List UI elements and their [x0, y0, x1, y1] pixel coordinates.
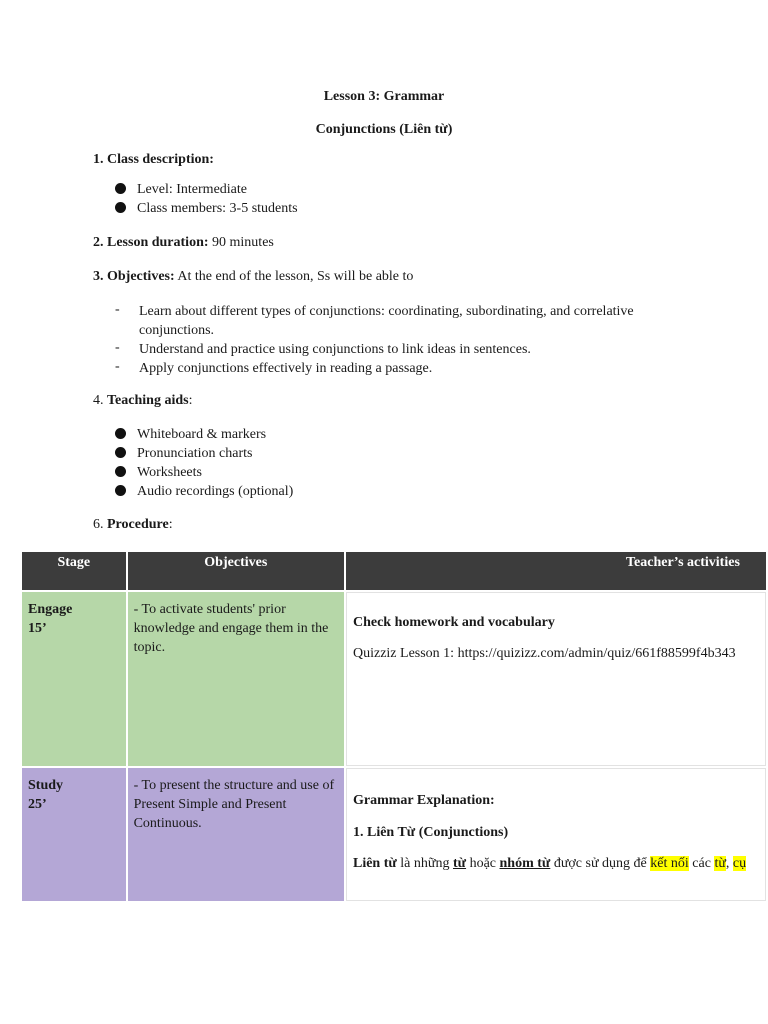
term-word: từ: [452, 856, 467, 871]
procedure-colon: :: [168, 517, 173, 532]
teaching-aids-heading: Teaching aids: [107, 393, 189, 408]
bullet-item: [115, 182, 247, 198]
teaching-aids-num: 4.: [93, 393, 107, 408]
text-segment: hoặc: [466, 856, 500, 871]
engage-objective-cell: [128, 592, 344, 766]
class-description-heading: 1. Class description:: [93, 152, 214, 167]
lesson-duration-value: 90 minutes: [208, 235, 274, 250]
table-row: [22, 592, 766, 766]
header-stage-label: Stage: [57, 555, 91, 570]
header-teacher-activities: [346, 552, 766, 590]
bullet-text: Whiteboard & markers: [137, 427, 267, 442]
stage-time: 15’: [28, 621, 47, 636]
term-phrase: nhóm từ: [499, 856, 551, 871]
stage-label: [22, 592, 126, 638]
stage-name: Study: [28, 778, 64, 793]
table-row: [22, 768, 766, 901]
objective-text: - To activate students' prior knowledge and engage them in the topic.: [133, 602, 329, 655]
highlight-word: từ: [714, 856, 726, 871]
bullet-item: [115, 427, 266, 443]
activity-subtitle: 1. Liên Từ (Conjunctions): [352, 825, 509, 840]
procedure-num: 6.: [93, 517, 107, 532]
header-stage: [22, 552, 126, 590]
bullet-icon: [115, 202, 126, 213]
engage-stage-cell: [22, 592, 126, 766]
objective-item: [115, 359, 675, 378]
term-conjunction: Liên từ: [352, 856, 397, 871]
text-segment: được sử dụng để: [550, 856, 651, 871]
bullet-item: [115, 484, 293, 500]
activity-title: Check homework and vocabulary: [352, 615, 555, 630]
study-objective-cell: [128, 768, 344, 901]
highlight-phrase: cụ: [732, 856, 747, 871]
bullet-item: [115, 465, 202, 481]
lesson-subtitle: Conjunctions (Liên từ): [315, 122, 453, 137]
procedure-line: [93, 517, 173, 533]
objective-item: [115, 340, 675, 359]
dash-marker: -: [115, 302, 120, 317]
objective-text: Apply conjunctions effectively in reading a passage.: [139, 361, 433, 376]
table-header-row: [22, 552, 766, 590]
header-activities-label: Teacher’s activities: [625, 555, 740, 570]
objective-text: Understand and practice using conjunctions to link ideas in sentences.: [139, 342, 531, 357]
study-stage-cell: [22, 768, 126, 901]
lesson-title: Lesson 3: Grammar: [323, 89, 445, 104]
header-objectives-label: Objectives: [204, 555, 268, 570]
text-segment: các: [688, 856, 715, 871]
text-segment: ,: [725, 856, 733, 871]
dash-marker: -: [115, 340, 120, 355]
dash-marker: -: [115, 359, 120, 374]
bullet-item: [115, 201, 298, 217]
bullet-icon: [115, 183, 126, 194]
stage-name: Engage: [28, 602, 73, 617]
teaching-aids-colon: :: [188, 393, 193, 408]
objectives-line: [93, 269, 413, 285]
procedure-table: [20, 550, 768, 903]
bullet-icon: [115, 447, 126, 458]
lesson-duration-heading: 2. Lesson duration:: [93, 235, 209, 250]
objective-text: Learn about different types of conjunctions: coordinating, subordinating, and correlative conjunctions.: [139, 304, 634, 338]
bullet-icon: [115, 466, 126, 477]
quiz-link[interactable]: Quizziz Lesson 1: https://quizizz.com/admin/quiz/661f88599f4b343: [352, 646, 736, 661]
objective-text: - To present the structure and use of Present Simple and Present Continuous.: [133, 778, 335, 831]
header-objectives: [128, 552, 344, 590]
bullet-item: [115, 446, 252, 462]
bullet-icon: [115, 485, 126, 496]
bullet-text: Pronunciation charts: [137, 446, 253, 461]
bullet-icon: [115, 428, 126, 439]
study-activities-cell: [346, 768, 766, 901]
bullet-text: Level: Intermediate: [137, 182, 247, 197]
bullet-text: Class members: 3-5 students: [137, 201, 298, 216]
objectives-intro: At the end of the lesson, Ss will be able to: [174, 269, 414, 284]
activity-text: [347, 841, 765, 872]
engage-activities-cell: [346, 592, 766, 766]
bullet-text: Worksheets: [137, 465, 202, 480]
bullet-text: Audio recordings (optional): [137, 484, 294, 499]
procedure-heading: Procedure: [107, 517, 169, 532]
teaching-aids-line: [93, 393, 192, 409]
highlight-connect: kết nối: [650, 856, 689, 871]
lesson-duration-line: [93, 235, 274, 251]
stage-label: [22, 768, 126, 814]
objectives-heading: 3. Objectives:: [93, 269, 175, 284]
stage-time: 25’: [28, 797, 47, 812]
text-segment: là những: [396, 856, 453, 871]
activity-title: Grammar Explanation:: [352, 793, 495, 808]
objective-item: [115, 302, 675, 340]
